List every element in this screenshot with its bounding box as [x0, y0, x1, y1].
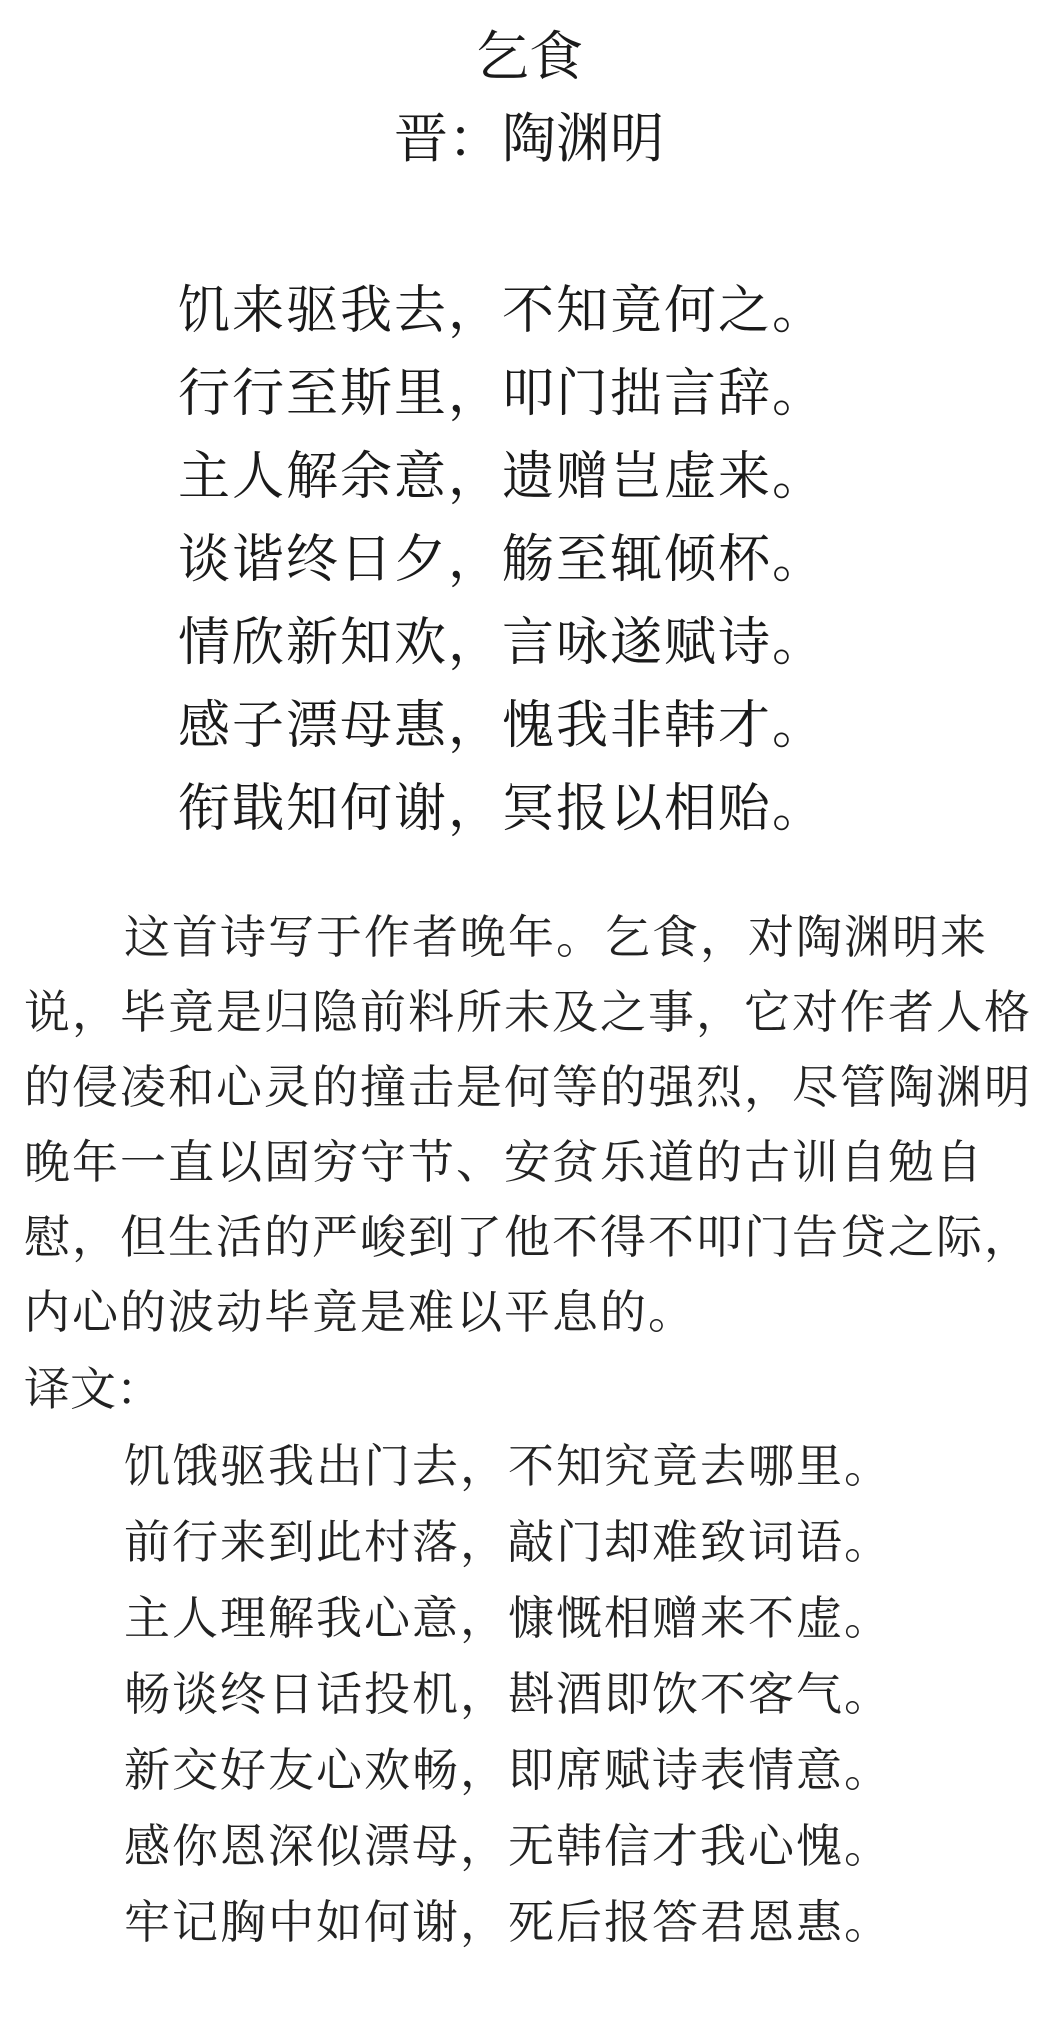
- translation-line: 主人理解我心意，慷慨相赠来不虚。: [124, 1591, 892, 1645]
- poem-line: 行行至斯里，叩门拙言辞。: [178, 364, 827, 424]
- poem-body: [178, 270, 878, 851]
- translation-heading: 译文：: [24, 1362, 162, 1416]
- translation-line: 前行来到此村落，敲门却难致词语。: [124, 1515, 892, 1569]
- poem-line: 主人解余意，遗赠岂虚来。: [178, 447, 827, 507]
- poem-author: 晋：陶渊明: [394, 107, 664, 170]
- poem-line: 饥来驱我去，不知竟何之。: [178, 281, 827, 341]
- translation-body: [124, 1428, 1024, 1960]
- translation-line: 感你恩深似漂母，无韩信才我心愧。: [124, 1819, 892, 1873]
- poem-title: 乞食: [475, 25, 583, 88]
- commentary-paragraph: 这首诗写于作者晚年。乞食，对陶渊明来说，毕竟是归隐前料所未及之事，它对作者人格的侵凌和心灵的撞击是何等的强烈，尽管陶渊明晚年一直以固穷守节、安贫乐道的古训自勉自慰，但生活的严峻到了他不得不叩门告贷之际，内心的波动毕竟是难以平息的。: [24, 910, 1032, 1339]
- poem-line: 感子漂母惠，愧我非韩才。: [178, 696, 827, 756]
- translation-line: 畅谈终日话投机，斟酒即饮不客气。: [124, 1667, 892, 1721]
- poem-line: 衔戢知何谢，冥报以相贻。: [178, 779, 827, 839]
- poem-line: 谈谐终日夕，觞至辄倾杯。: [178, 530, 827, 590]
- poem-line: 情欣新知欢，言咏遂赋诗。: [178, 613, 827, 673]
- translation-line: 牢记胸中如何谢，死后报答君恩惠。: [124, 1895, 892, 1949]
- translation-line: 新交好友心欢畅，即席赋诗表情意。: [124, 1743, 892, 1797]
- translation-line: 饥饿驱我出门去，不知究竟去哪里。: [124, 1439, 892, 1493]
